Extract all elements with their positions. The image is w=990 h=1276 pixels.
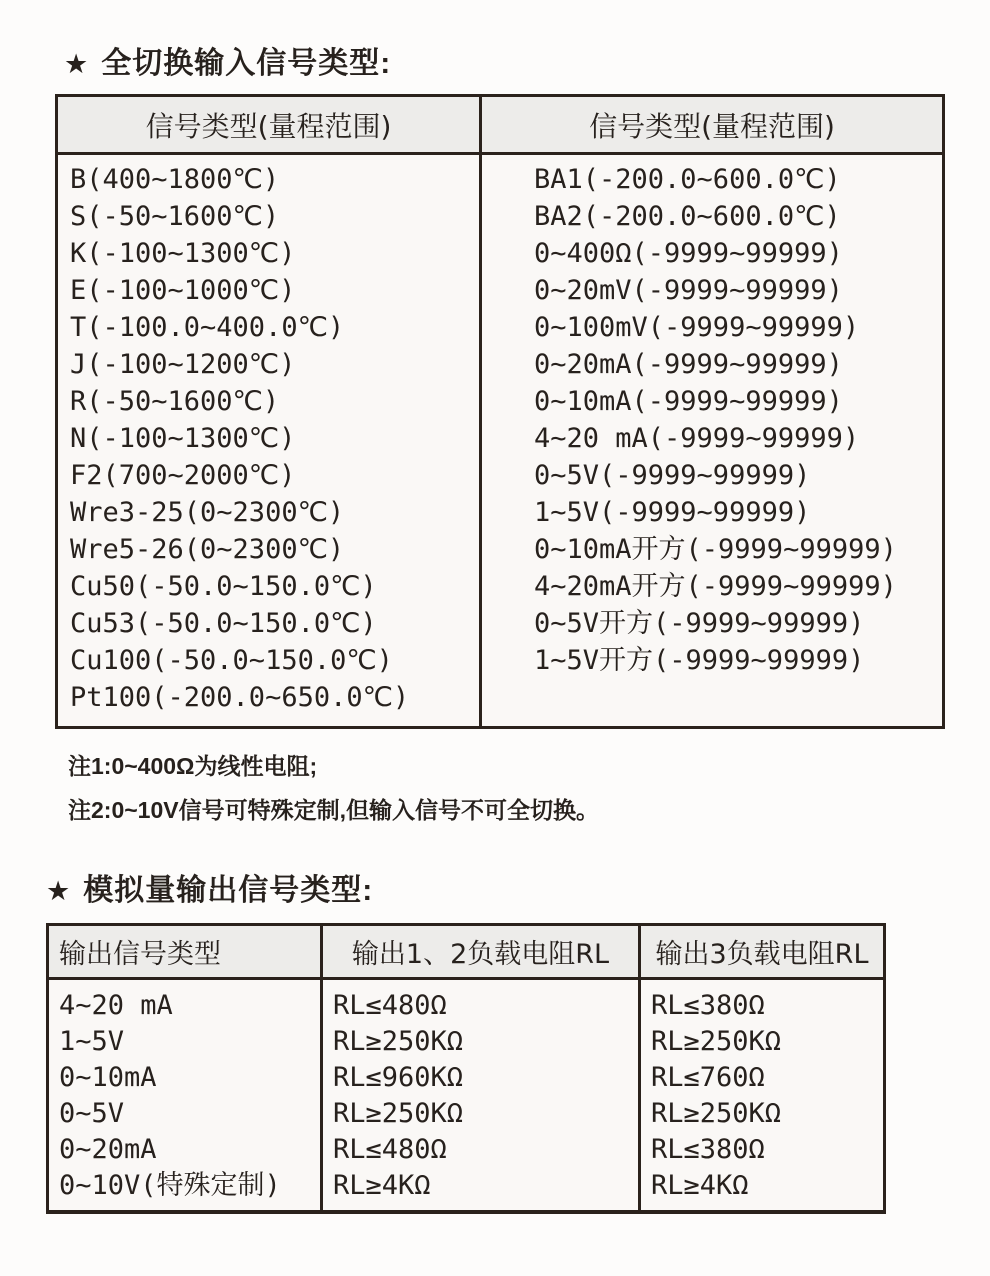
signal-range-item: Wre3-25(0~2300℃)	[70, 497, 345, 528]
output-signal-type-header: 输出信号类型	[49, 926, 323, 977]
load-resistance-item: RL≥250KΩ	[651, 1026, 782, 1057]
signal-range-item: R(-50~1600℃)	[70, 386, 280, 417]
output-signal-item: 0~10V(特殊定制)	[59, 1170, 281, 1201]
signal-range-item: 0~10mA(-9999~99999)	[534, 386, 843, 417]
note-2: 注2:0~10V信号可特殊定制,但输入信号不可全切换。	[68, 797, 599, 823]
output-signal-item: 0~10mA	[59, 1062, 157, 1093]
signal-range-item: E(-100~1000℃)	[70, 275, 296, 306]
signal-range-item: 1~5V开方(-9999~99999)	[534, 645, 865, 676]
input-table-right-column	[482, 155, 942, 726]
signal-range-item: N(-100~1300℃)	[70, 423, 296, 454]
load-resistance-item: RL≥250KΩ	[333, 1026, 464, 1057]
signal-range-item: 1~5V(-9999~99999)	[534, 497, 811, 528]
load-resistance-item: RL≤760Ω	[651, 1062, 765, 1093]
signal-range-item: Wre5-26(0~2300℃)	[70, 534, 345, 565]
load-resistance-item: RL≤480Ω	[333, 1134, 447, 1165]
output-signal-item: 0~5V	[59, 1098, 125, 1129]
output-signal-column	[49, 980, 323, 1210]
signal-range-item: BA1(-200.0~600.0℃)	[534, 164, 841, 195]
signal-range-item: Cu100(-50.0~150.0℃)	[70, 645, 393, 676]
load-resistance-item: RL≥4KΩ	[651, 1170, 749, 1201]
signal-range-item: S(-50~1600℃)	[70, 201, 280, 232]
signal-range-item: BA2(-200.0~600.0℃)	[534, 201, 841, 232]
output-signals-table	[46, 923, 886, 1214]
output-signal-item: 0~20mA	[59, 1134, 157, 1165]
load3-column	[641, 980, 883, 1210]
output-table-header-row	[49, 926, 883, 980]
signal-range-item: 0~5V开方(-9999~99999)	[534, 608, 865, 639]
signal-range-item: 0~5V(-9999~99999)	[534, 460, 811, 491]
output12-load-header: 输出1、2负载电阻RL	[323, 926, 641, 977]
input-signals-title	[0, 0, 990, 82]
load-resistance-item: RL≥250KΩ	[333, 1098, 464, 1129]
load-resistance-item: RL≤380Ω	[651, 1134, 765, 1165]
output-signals-title-text: 模拟量输出信号类型:	[83, 874, 374, 907]
output-table-body	[49, 980, 883, 1210]
star-icon: ★	[46, 876, 72, 906]
output-signals-title	[0, 839, 990, 909]
load-resistance-item: RL≥4KΩ	[333, 1170, 431, 1201]
signal-range-item: Pt100(-200.0~650.0℃)	[70, 682, 410, 713]
signal-range-item: K(-100~1300℃)	[70, 238, 296, 269]
input-table-header-left: 信号类型(量程范围)	[58, 97, 482, 152]
signal-range-item: 4~20 mA(-9999~99999)	[534, 423, 860, 454]
note-1: 注1:0~400Ω为线性电阻;	[68, 753, 318, 779]
load-resistance-item: RL≤480Ω	[333, 990, 447, 1021]
output-signal-item: 1~5V	[59, 1026, 125, 1057]
load-resistance-item: RL≤960KΩ	[333, 1062, 464, 1093]
input-signals-table	[55, 94, 945, 729]
signal-range-item: J(-100~1200℃)	[70, 349, 296, 380]
input-table-body	[58, 155, 942, 726]
signal-range-item: F2(700~2000℃)	[70, 460, 296, 491]
input-table-header-right: 信号类型(量程范围)	[589, 110, 835, 143]
load-resistance-item: RL≤380Ω	[651, 990, 765, 1021]
signal-range-item: Cu53(-50.0~150.0℃)	[70, 608, 377, 639]
load12-column	[323, 980, 641, 1210]
signal-range-item: 0~20mV(-9999~99999)	[534, 275, 843, 306]
signal-range-item: Cu50(-50.0~150.0℃)	[70, 571, 377, 602]
signal-range-item: 4~20mA开方(-9999~99999)	[534, 571, 897, 602]
signal-range-item: 0~400Ω(-9999~99999)	[534, 238, 843, 269]
load-resistance-item: RL≥250KΩ	[651, 1098, 782, 1129]
input-table-left-column	[58, 155, 482, 726]
signal-range-item: 0~20mA(-9999~99999)	[534, 349, 843, 380]
signal-range-item: 0~10mA开方(-9999~99999)	[534, 534, 897, 565]
star-icon: ★	[64, 49, 90, 79]
input-table-header-row	[58, 97, 942, 155]
signal-range-item: B(400~1800℃)	[70, 164, 280, 195]
output3-load-header: 输出3负载电阻RL	[655, 939, 869, 970]
output-signal-item: 4~20 mA	[59, 990, 173, 1021]
signal-range-item: T(-100.0~400.0℃)	[70, 312, 345, 343]
signal-range-item: 0~100mV(-9999~99999)	[534, 312, 860, 343]
notes	[68, 751, 990, 825]
input-signals-title-text: 全切换输入信号类型:	[101, 47, 392, 80]
